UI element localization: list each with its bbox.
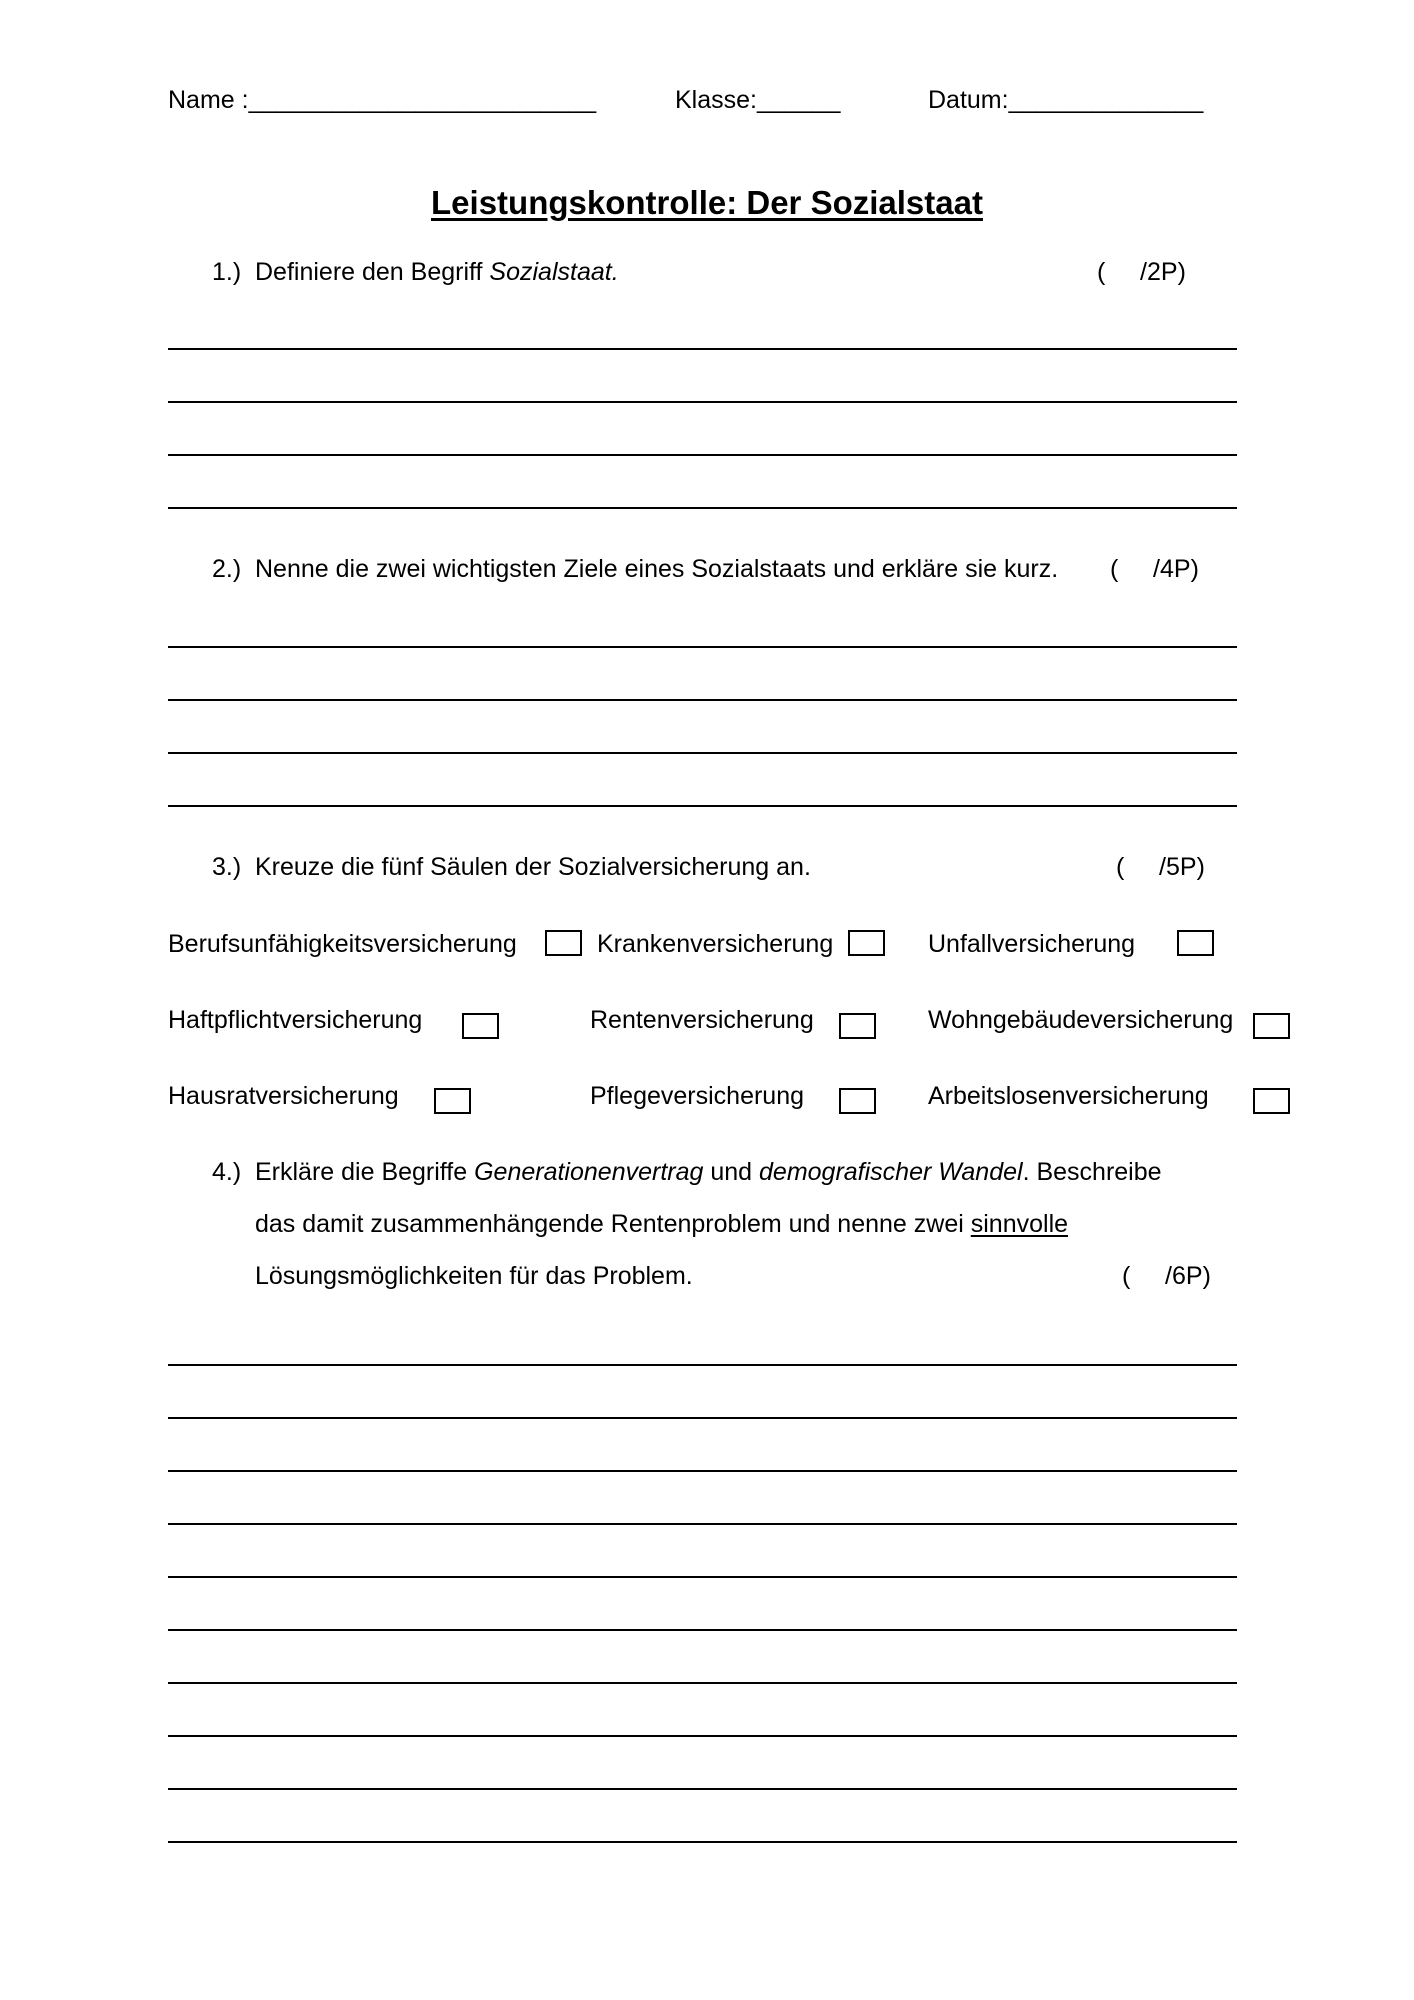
option-label: Arbeitslosenversicherung [928,1082,1209,1110]
option-label: Haftpflichtversicherung [168,1006,423,1034]
option-checkbox[interactable] [434,1088,471,1114]
q4-points: ( /6P) [1122,1262,1211,1290]
answer-line[interactable] [168,646,1237,648]
q2-text: Nenne die zwei wichtigsten Ziele eines Sozialstaats und erkläre sie kurz. [255,555,1059,583]
q4-text-line-2 [255,1212,1068,1237]
option-checkbox[interactable] [1177,930,1214,956]
option-label: Pflegeversicherung [590,1082,805,1110]
q3-points: ( /5P) [1116,853,1205,881]
q4-underlined-word: sinnvolle [970,1210,1069,1238]
answer-line[interactable] [168,1576,1237,1578]
option-checkbox[interactable] [545,930,582,956]
option-label: Wohngebäudeversicherung [928,1006,1234,1034]
option-label: Krankenversicherung [597,930,834,958]
q4-text-part: und [703,1158,760,1186]
answer-line[interactable] [168,507,1237,509]
page-title: Leistungskontrolle: Der Sozialstaat [431,184,983,221]
q1-points: ( /2P) [1097,258,1186,286]
option-checkbox[interactable] [462,1013,499,1039]
name-field[interactable]: Name :_________________________ [168,86,597,114]
answer-line[interactable] [168,1841,1237,1843]
date-field[interactable]: Datum:______________ [928,86,1204,114]
option-label: Unfallversicherung [928,930,1136,958]
option-label: Berufsunfähigkeitsversicherung [168,930,517,958]
answer-line[interactable] [168,348,1237,350]
answer-line[interactable] [168,1470,1237,1472]
q4-number: 4.) [212,1158,242,1186]
option-checkbox[interactable] [1253,1088,1290,1114]
answer-line[interactable] [168,1788,1237,1790]
option-checkbox[interactable] [848,930,885,956]
answer-line[interactable] [168,1417,1237,1419]
answer-line[interactable] [168,1629,1237,1631]
q2-number: 2.) [212,555,242,583]
option-label: Rentenversicherung [590,1006,814,1034]
answer-line[interactable] [168,1523,1237,1525]
q3-number: 3.) [212,853,242,881]
option-label: Hausratversicherung [168,1082,399,1110]
q4-text-line-1 [255,1160,1162,1185]
option-checkbox[interactable] [1253,1013,1290,1039]
q2-points: ( /4P) [1110,555,1199,583]
q4-text-part: . Beschreibe [1022,1158,1162,1186]
answer-line[interactable] [168,454,1237,456]
answer-line[interactable] [168,699,1237,701]
q4-term-demografischer-wandel: demografischer Wandel [759,1158,1023,1186]
q4-text-part: das damit zusammenhängende Rentenproblem und nenne zwei [255,1210,971,1238]
answer-line[interactable] [168,752,1237,754]
answer-line[interactable] [168,401,1237,403]
q4-text-part: Erkläre die Begriffe [255,1158,475,1186]
class-field[interactable]: Klasse:______ [675,86,841,114]
option-checkbox[interactable] [839,1013,876,1039]
q4-term-generationenvertrag: Generationenvertrag [474,1158,704,1186]
q1-text-italic: Sozialstaat. [489,258,619,286]
q3-text: Kreuze die fünf Säulen der Sozialversicherung an. [255,853,811,881]
answer-line[interactable] [168,805,1237,807]
q1-text [255,260,619,285]
option-checkbox[interactable] [839,1088,876,1114]
q1-number: 1.) [212,258,242,286]
answer-line[interactable] [168,1735,1237,1737]
answer-line[interactable] [168,1364,1237,1366]
q1-text-plain: Definiere den Begriff [255,258,490,286]
answer-line[interactable] [168,1682,1237,1684]
q4-text-line-3: Lösungsmöglichkeiten für das Problem. [255,1262,693,1290]
